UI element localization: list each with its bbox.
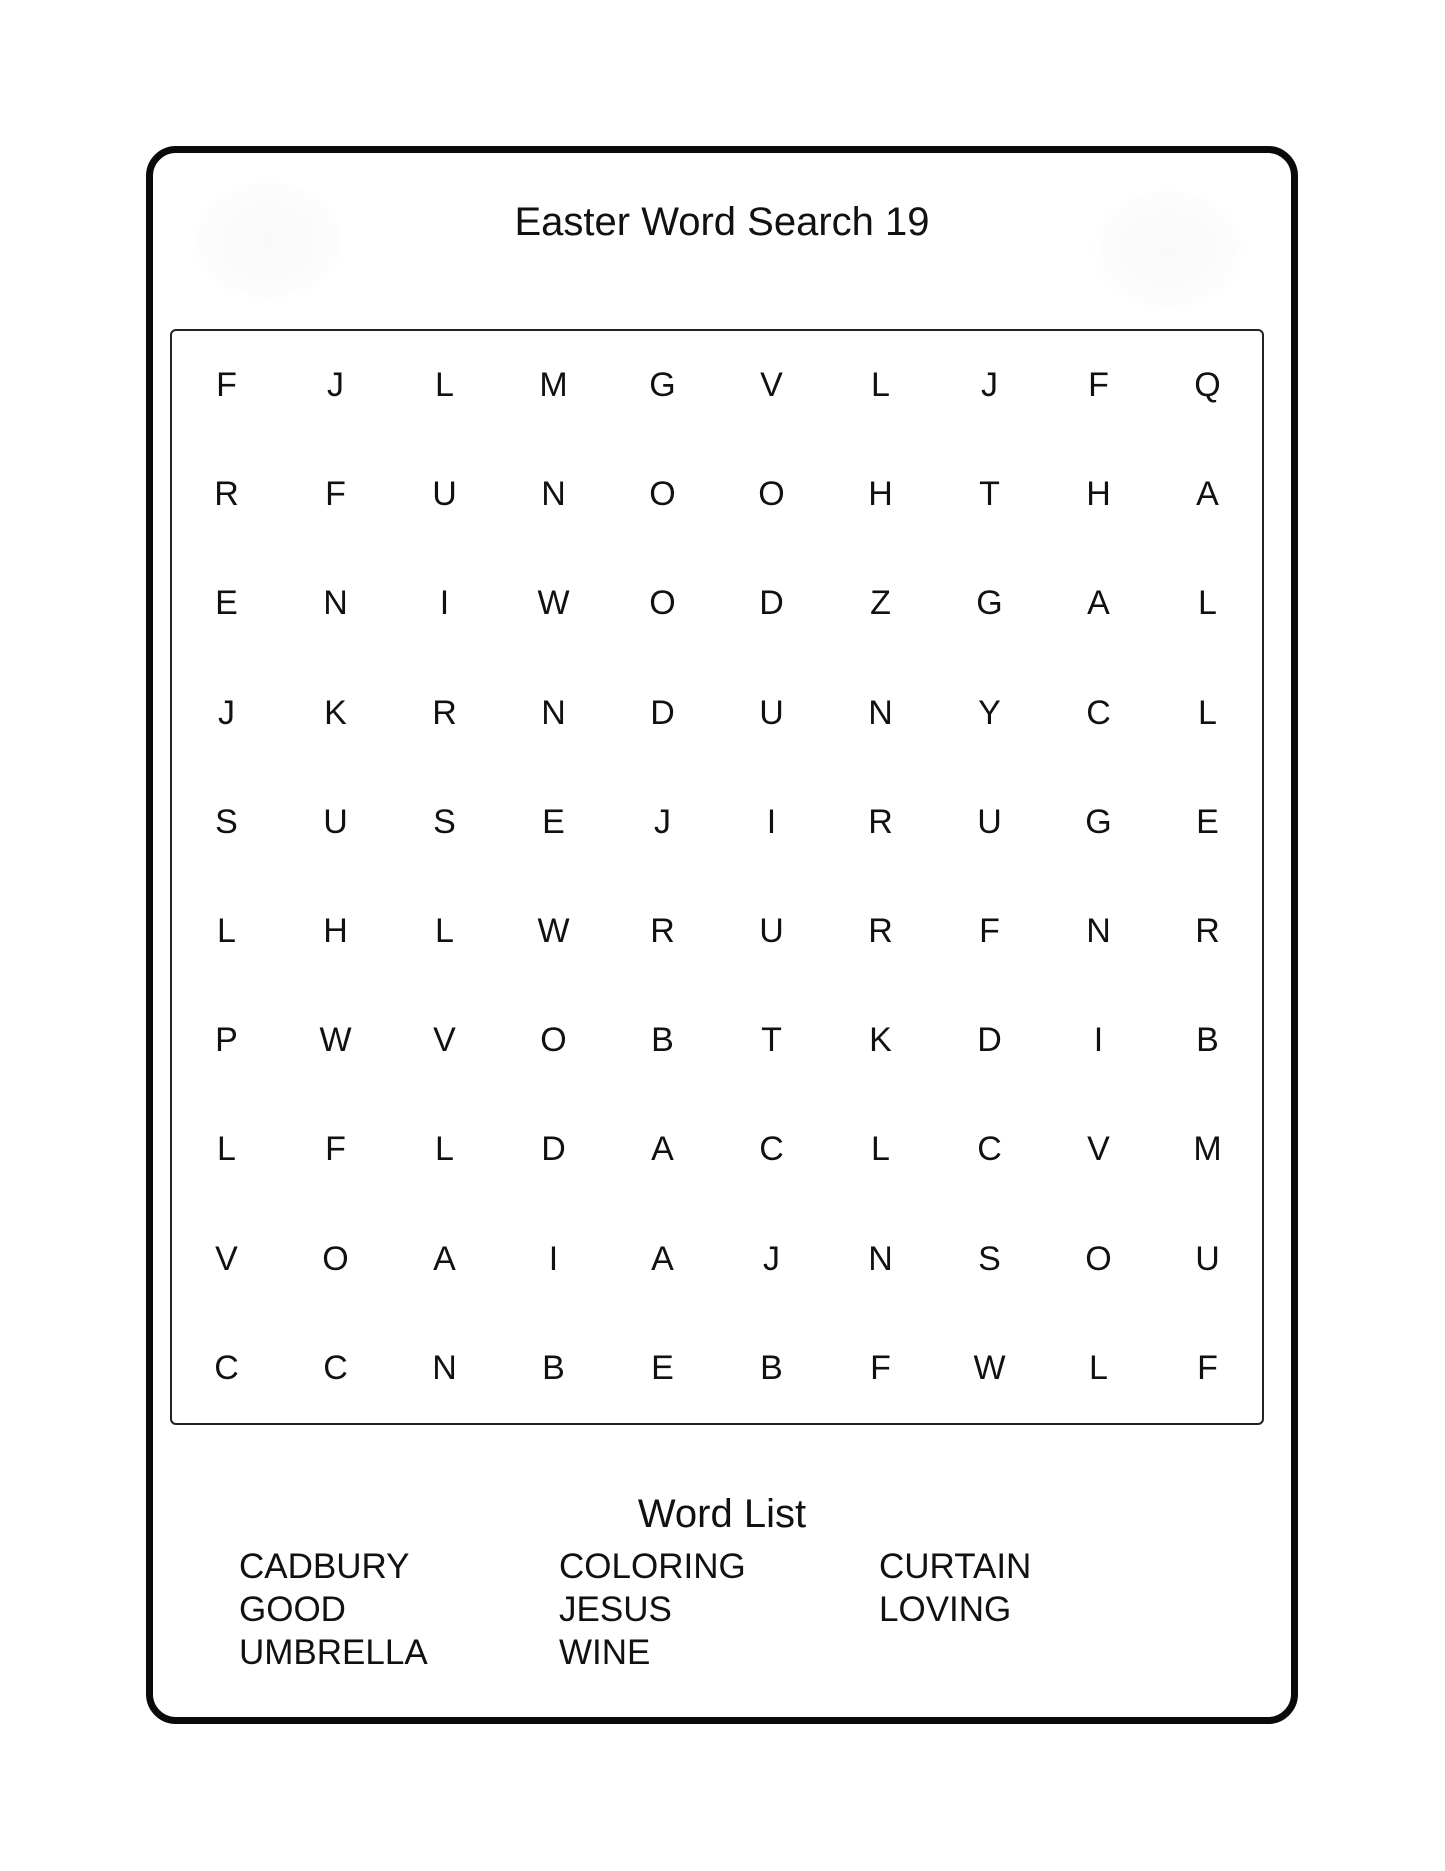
grid-cell[interactable]: W	[537, 584, 570, 623]
grid-cell[interactable]: I	[1093, 1021, 1104, 1060]
grid-cell[interactable]: L	[1198, 693, 1217, 732]
grid-cell[interactable]: O	[322, 1239, 349, 1278]
grid-cell[interactable]: O	[1085, 1239, 1112, 1278]
grid-cell[interactable]: U	[977, 802, 1002, 841]
grid-cell[interactable]: R	[1195, 912, 1220, 951]
grid-cell[interactable]: D	[759, 584, 784, 623]
grid-cell[interactable]: F	[216, 366, 237, 405]
grid-cell[interactable]: P	[215, 1021, 238, 1060]
grid-cell[interactable]: L	[217, 1130, 236, 1169]
grid-cell[interactable]: R	[214, 475, 239, 514]
grid-cell[interactable]: R	[868, 802, 893, 841]
grid-cell[interactable]: K	[324, 693, 347, 732]
word-list-item: CURTAIN	[879, 1547, 1032, 1586]
grid-cell[interactable]: E	[542, 802, 565, 841]
grid-cell[interactable]: K	[869, 1021, 892, 1060]
grid-cell[interactable]: E	[215, 584, 238, 623]
grid-cell[interactable]: F	[1197, 1348, 1218, 1387]
grid-cell[interactable]: A	[651, 1130, 674, 1169]
grid-cell[interactable]: F	[1088, 366, 1109, 405]
grid-cell[interactable]: J	[763, 1239, 780, 1278]
grid-cell[interactable]: H	[323, 912, 348, 951]
grid-cell[interactable]: L	[871, 366, 890, 405]
grid-cell[interactable]: G	[649, 366, 676, 405]
grid-cell[interactable]: B	[542, 1348, 565, 1387]
grid-cell[interactable]: A	[433, 1239, 456, 1278]
grid-cell[interactable]: U	[323, 802, 348, 841]
grid-cell[interactable]: O	[649, 475, 676, 514]
grid-cell[interactable]: V	[1087, 1130, 1110, 1169]
grid-cell[interactable]: N	[541, 475, 566, 514]
grid-cell[interactable]: A	[1196, 475, 1219, 514]
grid-cell[interactable]: O	[540, 1021, 567, 1060]
grid-cell[interactable]: C	[759, 1130, 784, 1169]
grid-cell[interactable]: C	[323, 1348, 348, 1387]
grid-cell[interactable]: A	[651, 1239, 674, 1278]
word-list-item: UMBRELLA	[239, 1633, 428, 1672]
grid-cell[interactable]: Y	[978, 693, 1001, 732]
grid-cell[interactable]: U	[759, 693, 784, 732]
grid-cell[interactable]: T	[979, 475, 1000, 514]
grid-cell[interactable]: E	[1196, 802, 1219, 841]
grid-cell[interactable]: V	[433, 1021, 456, 1060]
grid-cell[interactable]: N	[868, 693, 893, 732]
word-list	[239, 1545, 1199, 1674]
grid-cell[interactable]: Z	[870, 584, 891, 623]
grid-cell[interactable]: L	[1198, 584, 1217, 623]
grid-cell[interactable]: R	[650, 912, 675, 951]
grid-cell[interactable]: M	[539, 366, 568, 405]
grid-cell[interactable]: N	[323, 584, 348, 623]
grid-cell[interactable]: U	[1195, 1239, 1220, 1278]
grid-cell[interactable]: B	[760, 1348, 783, 1387]
grid-cell[interactable]: J	[327, 366, 344, 405]
grid-cell[interactable]: L	[217, 912, 236, 951]
word-list-item: WINE	[559, 1633, 651, 1672]
word-list-item: COLORING	[559, 1547, 746, 1586]
grid-cell[interactable]: D	[541, 1130, 566, 1169]
grid-cell[interactable]: A	[1087, 584, 1110, 623]
grid-cell[interactable]: L	[435, 912, 454, 951]
grid-cell[interactable]: R	[868, 912, 893, 951]
grid-cell[interactable]: W	[319, 1021, 352, 1060]
grid-cell[interactable]: R	[432, 693, 457, 732]
letter-grid	[170, 329, 1264, 1425]
word-list-item: GOOD	[239, 1590, 346, 1629]
word-list-item: CADBURY	[239, 1547, 410, 1586]
grid-cell[interactable]: U	[759, 912, 784, 951]
grid-cell[interactable]: I	[439, 584, 450, 623]
word-list-title: Word List	[637, 1492, 807, 1536]
grid-cell[interactable]: G	[976, 584, 1003, 623]
grid-cell[interactable]: Q	[1194, 366, 1221, 405]
grid-cell[interactable]: D	[650, 693, 675, 732]
grid-cell[interactable]: N	[432, 1348, 457, 1387]
grid-cell[interactable]: C	[1086, 693, 1111, 732]
grid-cell[interactable]: J	[218, 693, 235, 732]
grid-cell[interactable]: O	[758, 475, 785, 514]
puzzle-frame	[146, 146, 1298, 1724]
grid-cell[interactable]: B	[1196, 1021, 1219, 1060]
grid-cell[interactable]: N	[1086, 912, 1111, 951]
grid-cell[interactable]: F	[325, 475, 346, 514]
grid-cell[interactable]: D	[977, 1021, 1002, 1060]
grid-cell[interactable]: F	[870, 1348, 891, 1387]
grid-cell[interactable]: S	[433, 802, 456, 841]
puzzle-title: Easter Word Search 19	[514, 200, 930, 244]
grid-cell[interactable]: G	[1085, 802, 1112, 841]
grid-cell[interactable]: B	[651, 1021, 674, 1060]
grid-cell[interactable]: I	[766, 802, 777, 841]
grid-cell[interactable]: H	[868, 475, 893, 514]
grid-cell[interactable]: W	[537, 912, 570, 951]
grid-cell[interactable]: S	[215, 802, 238, 841]
grid-cell[interactable]: O	[649, 584, 676, 623]
grid-cell[interactable]: S	[978, 1239, 1001, 1278]
grid-cell[interactable]: F	[325, 1130, 346, 1169]
grid-cell[interactable]: C	[214, 1348, 239, 1387]
grid-cell[interactable]: F	[979, 912, 1000, 951]
grid-cell[interactable]: I	[548, 1239, 559, 1278]
grid-cell[interactable]: N	[868, 1239, 893, 1278]
grid-cell[interactable]: L	[871, 1130, 890, 1169]
grid-cell[interactable]: U	[432, 475, 457, 514]
grid-cell[interactable]: V	[760, 366, 783, 405]
grid-cell[interactable]: L	[435, 1130, 454, 1169]
grid-cell[interactable]: L	[1089, 1348, 1108, 1387]
grid-cell[interactable]: J	[981, 366, 998, 405]
grid-cell[interactable]: E	[651, 1348, 674, 1387]
grid-cell[interactable]: T	[761, 1021, 782, 1060]
grid-cell[interactable]: J	[654, 802, 671, 841]
word-list-item: LOVING	[879, 1590, 1012, 1629]
grid-cell[interactable]: N	[541, 693, 566, 732]
grid-cell[interactable]: V	[215, 1239, 238, 1278]
grid-cell[interactable]: M	[1193, 1130, 1222, 1169]
grid-cell[interactable]: H	[1086, 475, 1111, 514]
grid-cell[interactable]: L	[435, 366, 454, 405]
grid-cell[interactable]: W	[973, 1348, 1006, 1387]
grid-cell[interactable]: C	[977, 1130, 1002, 1169]
word-list-item: JESUS	[559, 1590, 672, 1629]
